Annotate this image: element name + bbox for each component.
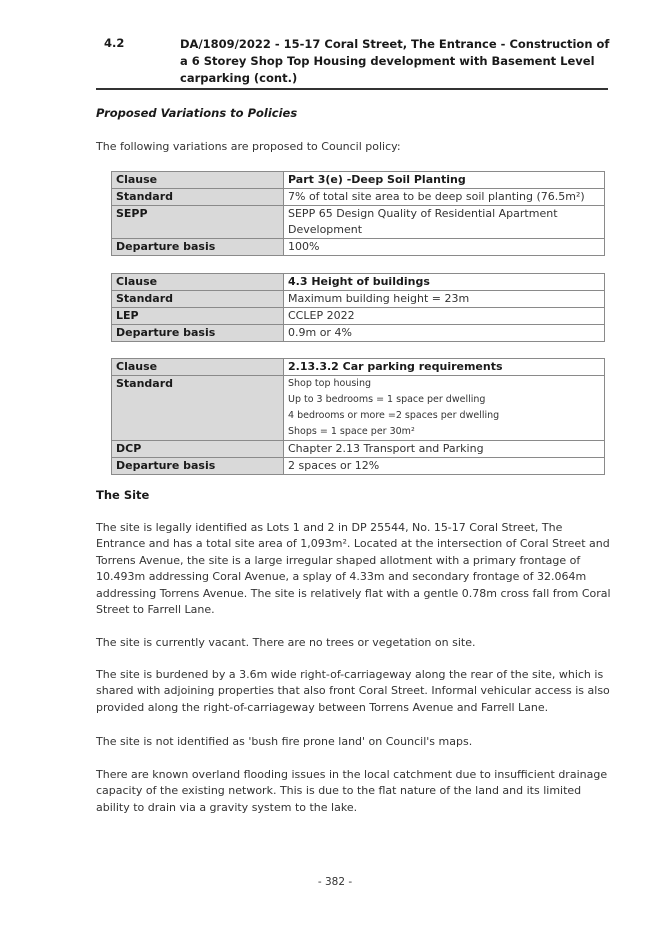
table-row <box>112 308 605 325</box>
row-value: 100% <box>284 239 605 256</box>
row-key: Clause <box>112 274 284 291</box>
site-paragraph: The site is currently vacant. There are no trees or vegetation on site. <box>96 636 476 649</box>
row-value: Maximum building height = 23m <box>284 291 605 308</box>
site-paragraph: There are known overland flooding issues in the local catchment due to insufficient drainage capacity of the existing network. This is due to the flat nature of the land and its limited ability to drain via a gravity system to the lake. <box>96 768 608 814</box>
row-value: CCLEP 2022 <box>284 308 605 325</box>
row-key: Departure basis <box>112 239 284 256</box>
section-title: Proposed Variations to Policies <box>96 106 298 120</box>
table-row <box>112 206 605 239</box>
row-value: 2 spaces or 12% <box>284 458 605 475</box>
row-key: Standard <box>112 376 284 441</box>
variation-table-height <box>111 273 605 342</box>
row-key: Clause <box>112 359 284 376</box>
row-value: 0.9m or 4% <box>284 325 605 342</box>
table-row <box>112 172 605 189</box>
row-value: Chapter 2.13 Transport and Parking <box>284 441 605 458</box>
row-value: 7% of total site area to be deep soil planting (76.5m²) <box>284 189 605 206</box>
row-value <box>284 376 605 441</box>
variation-table-car-parking <box>111 358 605 475</box>
intro-text: The following variations are proposed to Council policy: <box>96 140 401 153</box>
site-paragraph: The site is legally identified as Lots 1 and 2 in DP 25544, No. 15-17 Coral Street, The Entrance and has a total site area of 1,093m². Located at the intersection of Coral Street and Torrens Avenue, the site is a large irregular shaped allotment with a primary frontage of 10.493m addressing Coral Avenue, a splay of 4.33m and secondary frontage of 32.064m addressing Torrens Avenue. The site is relatively flat with a gentle 0.78m cross fall from Coral Street to Farrell Lane. <box>96 521 611 617</box>
row-key: DCP <box>112 441 284 458</box>
row-value: Part 3(e) -Deep Soil Planting <box>284 172 605 189</box>
table-row <box>112 239 605 256</box>
row-key: SEPP <box>112 206 284 239</box>
row-key: Standard <box>112 291 284 308</box>
table-row <box>112 189 605 206</box>
site-paragraph: The site is not identified as 'bush fire prone land' on Council's maps. <box>96 735 473 748</box>
row-value: SEPP 65 Design Quality of Residential Apartment Development <box>284 206 605 239</box>
standard-line: Shops = 1 space per 30m² <box>288 426 415 437</box>
item-title: DA/1809/2022 - 15-17 Coral Street, The Entrance - Construction of a 6 Storey Shop Top Housing development with Basement Level carparking (cont.) <box>180 37 610 85</box>
header-divider <box>96 88 608 90</box>
row-key: Departure basis <box>112 458 284 475</box>
row-value: 2.13.3.2 Car parking requirements <box>284 359 605 376</box>
row-key: Departure basis <box>112 325 284 342</box>
row-key: Standard <box>112 189 284 206</box>
table-row <box>112 458 605 475</box>
table-row <box>112 291 605 308</box>
standard-line: 4 bedrooms or more =2 spaces per dwelling <box>288 410 500 421</box>
table-row <box>112 359 605 376</box>
site-heading: The Site <box>96 488 150 502</box>
standard-line: Up to 3 bedrooms = 1 space per dwelling <box>288 394 486 405</box>
table-row <box>112 325 605 342</box>
item-number: 4.2 <box>104 36 125 50</box>
page-number: - 382 - <box>317 876 353 888</box>
site-paragraph: The site is burdened by a 3.6m wide right-of-carriageway along the rear of the site, which is shared with adjoining properties that also front Coral Street. Informal vehicular access is also provided along the right-of-carriageway between Torrens Avenue and Farrell Lane. <box>96 668 610 714</box>
row-key: LEP <box>112 308 284 325</box>
variation-table-deep-soil <box>111 171 605 256</box>
table-row <box>112 376 605 441</box>
table-row <box>112 274 605 291</box>
row-value: 4.3 Height of buildings <box>284 274 605 291</box>
table-row <box>112 441 605 458</box>
standard-line: Shop top housing <box>288 378 371 389</box>
row-key: Clause <box>112 172 284 189</box>
